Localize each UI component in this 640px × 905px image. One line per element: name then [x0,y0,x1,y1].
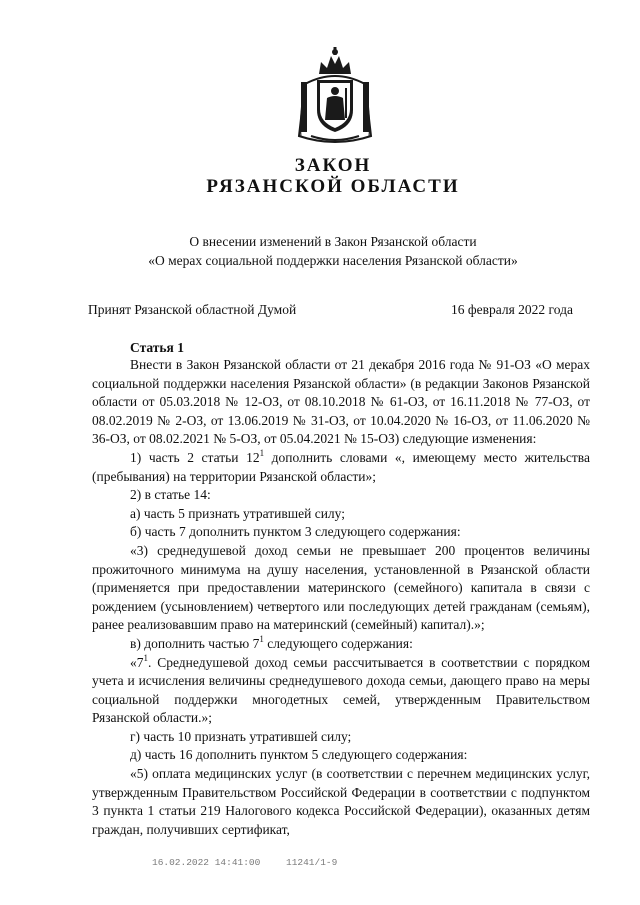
article-paragraph: г) часть 10 признать утратившей силу; [130,728,352,744]
article-paragraph: «5) оплата медицинских услуг (в соответствии с перечнем медицинских услуг, утвержденным Правительством Российской Федерации в соответствии с подпунктом 3 пункта 1 статьи 219 Налогового кодекса Российской Федерации), оказанных детям граждан, получивших сертификат, [92,766,590,837]
article-paragraph: 2) в статье 14: [130,487,211,503]
article-paragraph: а) часть 5 признать утратившей силу; [130,505,345,521]
article-paragraph: д) часть 16 дополнить пунктом 5 следующего содержания: [130,747,468,763]
article-paragraph: «$7^1$. Среднедушевой доход семьи рассчитывается в соответствии с порядком учета и исчисления величины среднедушевого дохода семьи, дающего право на меры социальной поддержки многодетных семей, утвержденным Правительством Рязанской области.»; [92,652,590,726]
law-subject-line-1: О внесении изменений в Закон Рязанской области [189,234,477,249]
adopted-by: Принят Рязанской областной Думой [88,302,297,317]
article-paragraph: б) часть 7 дополнить пунктом 3 следующего содержания: [130,524,461,540]
law-title: ЗАКОН [294,155,372,176]
ryazan-coat-of-arms-icon [291,44,379,148]
footer-doc-code: 11241/1-9 [286,857,338,868]
article-paragraph: в) дополнить частью $7^1$ следующего содержания: [130,633,413,651]
law-region-title: РЯЗАНСКОЙ ОБЛАСТИ [206,176,460,197]
footer-timestamp: 16.02.2022 14:41:00 [152,857,261,868]
article-paragraph: «3) среднедушевой доход семьи не превышает 200 процентов величины прожиточного минимума на душу населения, установленной в Рязанской области (применяется при предоставлении материнского (семейного) капитала в связи с рождением (усыновлением) четвертого или последующих детей гражданам (семьям), ранее реализовавшим право на материнский (семейный) капитал).»; [92,542,590,633]
article-heading: Статья 1 [130,340,184,355]
article-paragraph: Внести в Закон Рязанской области от 21 декабря 2016 года № 91-ОЗ «О мерах социальной поддержки населения Рязанской области» (в редакции Законов Рязанской области от 05.03.2018 № 12-ОЗ, от 08.10.2018 № 61-ОЗ, от 16.11.2018 № 77-ОЗ, от 08.02.2019 № 2-ОЗ, от 13.06.2019 № 31-ОЗ, от 10.04.2020 № 16-ОЗ, от 11.06.2020 № 36-ОЗ, от 08.02.2021 № 5-ОЗ, от 05.04.2021 № 15-ОЗ) следующие изменения: [92,357,590,447]
article-paragraph: 1) часть 2 статьи $12^1$ дополнить словами «, имеющему место жительства (пребывания) на территории Рязанской области»; [92,447,591,484]
article-body [92,356,590,839]
adoption-date: 16 февраля 2022 года [451,302,573,317]
law-subject-line-2: «О мерах социальной поддержки населения Рязанской области» [148,253,518,268]
